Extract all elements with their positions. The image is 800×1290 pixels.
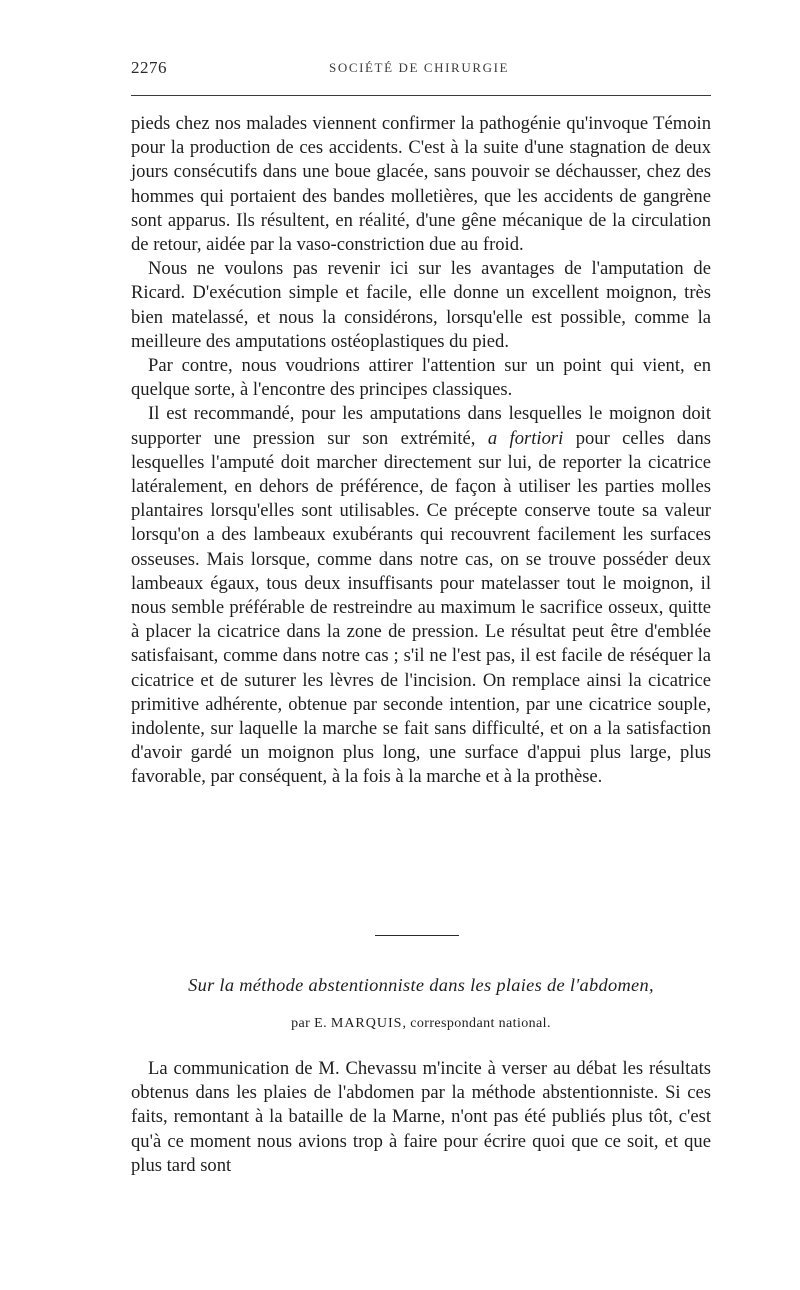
italic-phrase: a fortiori [487,427,564,449]
paragraph: Par contre, nous voudrions attirer l'attention sur un point qui vient, en quelque sorte, à l'encontre des principes classiques. [131,355,711,401]
article-title: Sur la méthode abstentionniste dans les plaies de l'abdomen, [188,975,654,995]
paragraph-text: Il est recommandé, pour les amputations dans lesquelles le moignon doit supporter une pression sur son extrémité, [131,403,711,449]
running-head [131,58,711,82]
paragraph-text: pour celles dans lesquelles l'amputé doit marcher directement sur lui, de reporter la cicatrice latéralement, en dehors de préférence, de façon à utiliser les parties molles plantaires lorsqu'elles sont utilisables. Ce précepte conserve toute sa valeur lorsqu'on a des lambeaux exubérants qui recouvrent facilement les surfaces osseuses. Mais lorsque, comme dans notre cas, on se trouve posséder deux lambeaux égaux, tous deux insuffisants pour matelasser tout le moignon, il nous semble préférable de restreindre au maximum le sacrifice osseux, quitte à placer la cicatrice dans la zone de pression. Le résultat peut être d'emblée satisfaisant, comme dans notre cas ; s'il ne l'est pas, il est facile de réséquer la cicatrice et de suturer les lèvres de l'incision. On remplace ainsi la cicatrice primitive adhérente, obtenue par seconde intention, par une cicatrice souple, indolente, sur laquelle la marche se fait sans difficulté, et on a la satisfaction d'avoir gardé un moignon plus long, une surface d'appui plus large, plus favorable, par conséquent, à la fois à la marche et à la prothèse. [131,427,711,788]
author-name: MARQUIS [330,1016,403,1031]
header-rule [131,95,711,96]
paragraph: La communication de M. Chevassu m'incite à verser au débat les résultats obtenus dans les plaies de l'abdomen par la méthode abstentionniste. Si ces faits, remontant à la bataille de la Marne, n'ont pas été publiés plus tôt, c'est qu'à ce moment nous avions trop à faire pour écrire quoi que ce soit, et que plus tard sont [131,1058,711,1176]
section-separator [375,935,459,936]
previous-article-text [131,112,711,790]
journal-title: SOCIÉTÉ DE CHIRURGIE [329,60,510,75]
paragraph-with-italic [131,402,711,789]
byline-suffix: , correspondant national. [402,1016,551,1031]
byline [131,1016,711,1032]
paragraph: Nous ne voulons pas revenir ici sur les avantages de l'amputation de Ricard. D'exécution simple et facile, elle donne un excellent moignon, très bien matelassé, et nous la considérons, lorsqu'elle est possible, comme la meilleure des amputations ostéoplastiques du pied. [131,258,711,352]
byline-prefix: par E. [291,1016,331,1031]
page-number: 2276 [131,58,167,77]
article-body [131,1057,711,1178]
paragraph: pieds chez nos malades viennent confirmer la pathogénie qu'invoque Témoin pour la production de ces accidents. C'est à la suite d'une stagnation de deux jours consécutifs dans une boue glacée, sans pouvoir se déchausser, chez des hommes qui portaient des bandes molletières, que les accidents de gangrène sont apparus. Ils résultent, en réalité, d'une gêne mécanique de la circulation de retour, aidée par la vaso-constriction due au froid. [131,113,711,256]
